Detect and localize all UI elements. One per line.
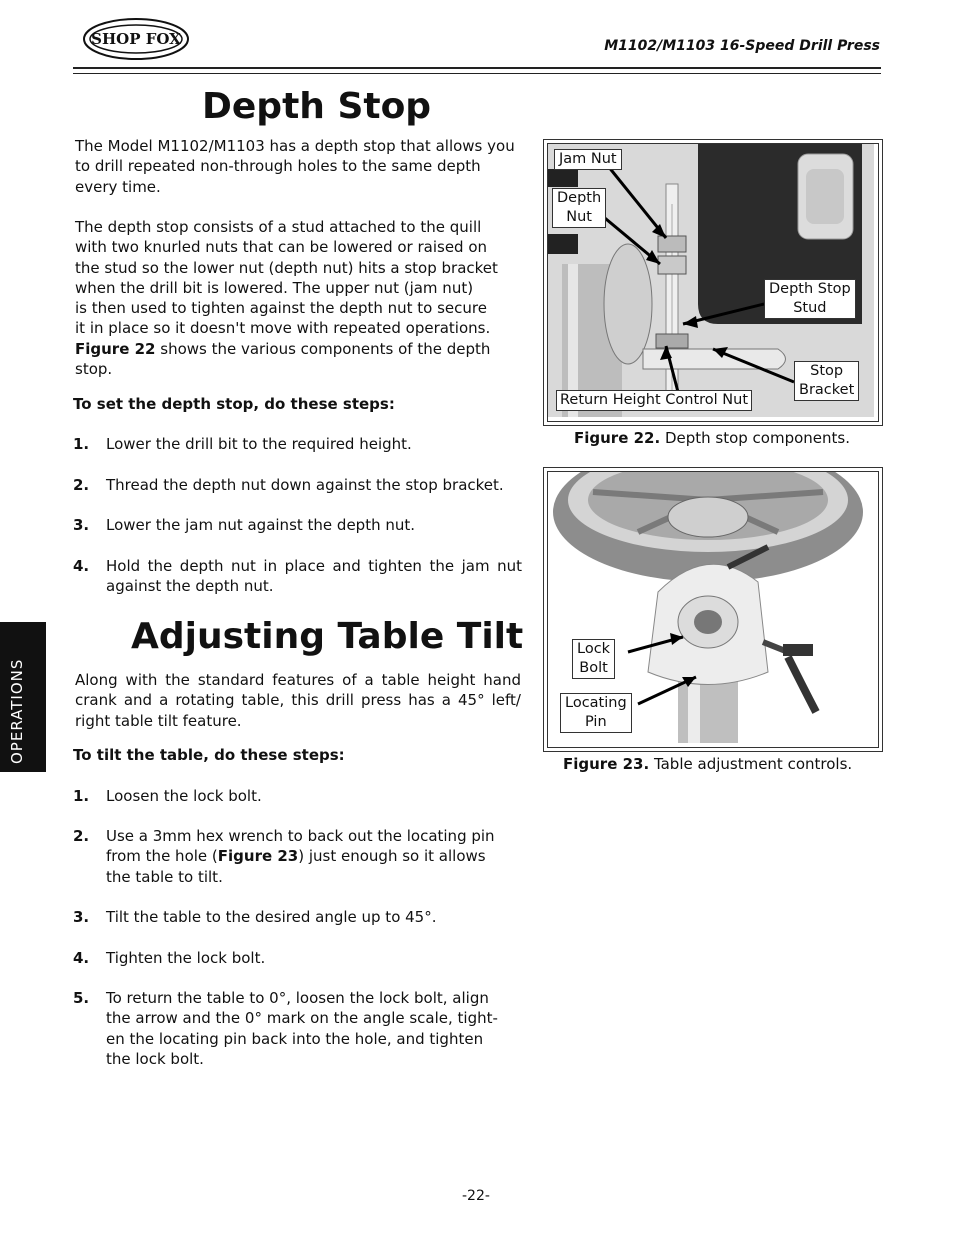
text-line: the lock bolt.: [106, 1049, 204, 1068]
depth-stop-description: [75, 217, 521, 379]
step-number: 1.: [73, 787, 90, 805]
step-number: 2.: [73, 827, 90, 845]
table-tilt-intro: Along with the standard features of a table height hand crank and a rotating table, this drill press has a 45° left/ right table tilt feature.: [75, 671, 521, 730]
figure-23-reference: Figure 23: [217, 847, 299, 866]
callout-stop-bracket: [794, 361, 859, 401]
callout-line: Locating: [565, 695, 627, 711]
step-number: 3.: [73, 516, 90, 534]
callout-line: Depth Stop: [769, 281, 851, 297]
caption-text: Table adjustment controls.: [649, 755, 853, 773]
figure-22: [543, 139, 883, 426]
step-number: 5.: [73, 989, 90, 1007]
callout-depth-stop-stud: [764, 279, 856, 319]
step-number: 1.: [73, 435, 90, 453]
text-line: the arrow and the 0° mark on the angle scale, tight-: [106, 1009, 498, 1028]
step-text: [106, 988, 522, 1069]
step-number: 2.: [73, 476, 90, 494]
step-text: Thread the depth nut down against the stop bracket.: [106, 476, 504, 494]
figure-22-reference: Figure 22: [75, 339, 156, 358]
figure-23-caption: [563, 755, 852, 773]
caption-text: Depth stop components.: [660, 429, 851, 447]
text-line: it in place so it doesn't move with repeated operations.: [75, 319, 491, 338]
text-span: shows the various components of the depth stop.: [75, 339, 491, 379]
text-line: the stud so the lower nut (depth nut) hits a stop bracket: [75, 258, 498, 277]
table-tilt-heading: Adjusting Table Tilt: [131, 616, 524, 657]
step-text: Tilt the table to the desired angle up to 45°.: [106, 908, 437, 926]
callout-line: Pin: [585, 714, 607, 730]
text-line: To return the table to 0°, loosen the lock bolt, align: [106, 989, 489, 1007]
callout-line: Lock: [577, 641, 611, 657]
callout-depth-nut: [552, 188, 606, 228]
caption-label: Figure 22.: [574, 429, 661, 447]
callout-line: Stud: [793, 300, 827, 316]
depth-stop-intro: The Model M1102/M1103 has a depth stop that allows you to drill repeated non-through holes to the same depth every time.: [75, 137, 515, 196]
callout-line: Stop: [810, 363, 844, 379]
text-span: ) just enough so it allows the table to tilt.: [106, 847, 486, 886]
text-line: when the drill bit is lowered. The upper nut (jam nut): [75, 278, 474, 297]
text-line: is then used to tighten against the depth nut to secure: [75, 299, 487, 318]
text-line: en the locating pin back into the hole, and tighten: [106, 1029, 484, 1048]
step-number: 4.: [73, 557, 90, 575]
caption-label: Figure 23.: [563, 755, 650, 773]
figure-23: [543, 467, 883, 752]
depth-stop-heading: Depth Stop: [202, 86, 432, 127]
header-rule: [73, 67, 881, 74]
shop-fox-logo: [82, 16, 190, 62]
callout-lock-bolt: [572, 639, 615, 679]
callout-return-height-control-nut: Return Height Control Nut: [556, 390, 752, 411]
depth-steps-lead: To set the depth stop, do these steps:: [73, 395, 395, 413]
callout-line: Depth: [557, 190, 602, 206]
step-text: Hold the depth nut in place and tighten the jam nut against the depth nut.: [106, 557, 522, 596]
figure-22-photo: [547, 143, 879, 422]
page-number: -22-: [462, 1188, 490, 1204]
logo-text: SHOP FOX: [91, 30, 181, 48]
step-text: Loosen the lock bolt.: [106, 787, 262, 805]
callout-line: Nut: [566, 209, 592, 225]
figure-23-photo: [547, 471, 879, 748]
document-title: M1102/M1103 16-Speed Drill Press: [604, 38, 880, 54]
step-text: [106, 826, 501, 887]
step-text: Lower the drill bit to the required height.: [106, 435, 412, 453]
text-span: Use a 3mm hex wrench to back out the locating pin from the hole (: [106, 827, 495, 866]
tilt-steps-lead: To tilt the table, do these steps:: [73, 746, 345, 764]
callout-line: Bracket: [799, 382, 855, 398]
figure-22-caption: [574, 429, 850, 447]
step-number: 3.: [73, 908, 90, 926]
operations-side-tab: [0, 622, 46, 772]
step-text: Tighten the lock bolt.: [106, 949, 266, 967]
step-text: Lower the jam nut against the depth nut.: [106, 516, 416, 534]
text-line: The depth stop consists of a stud attached to the quill: [75, 218, 482, 236]
step-number: 4.: [73, 949, 90, 967]
callout-locating-pin: [560, 693, 632, 733]
callout-jam-nut: Jam Nut: [554, 149, 622, 170]
text-line: with two knurled nuts that can be lowered or raised on: [75, 238, 488, 257]
callout-line: Bolt: [579, 660, 608, 676]
side-tab-label: OPERATIONS: [8, 658, 26, 764]
